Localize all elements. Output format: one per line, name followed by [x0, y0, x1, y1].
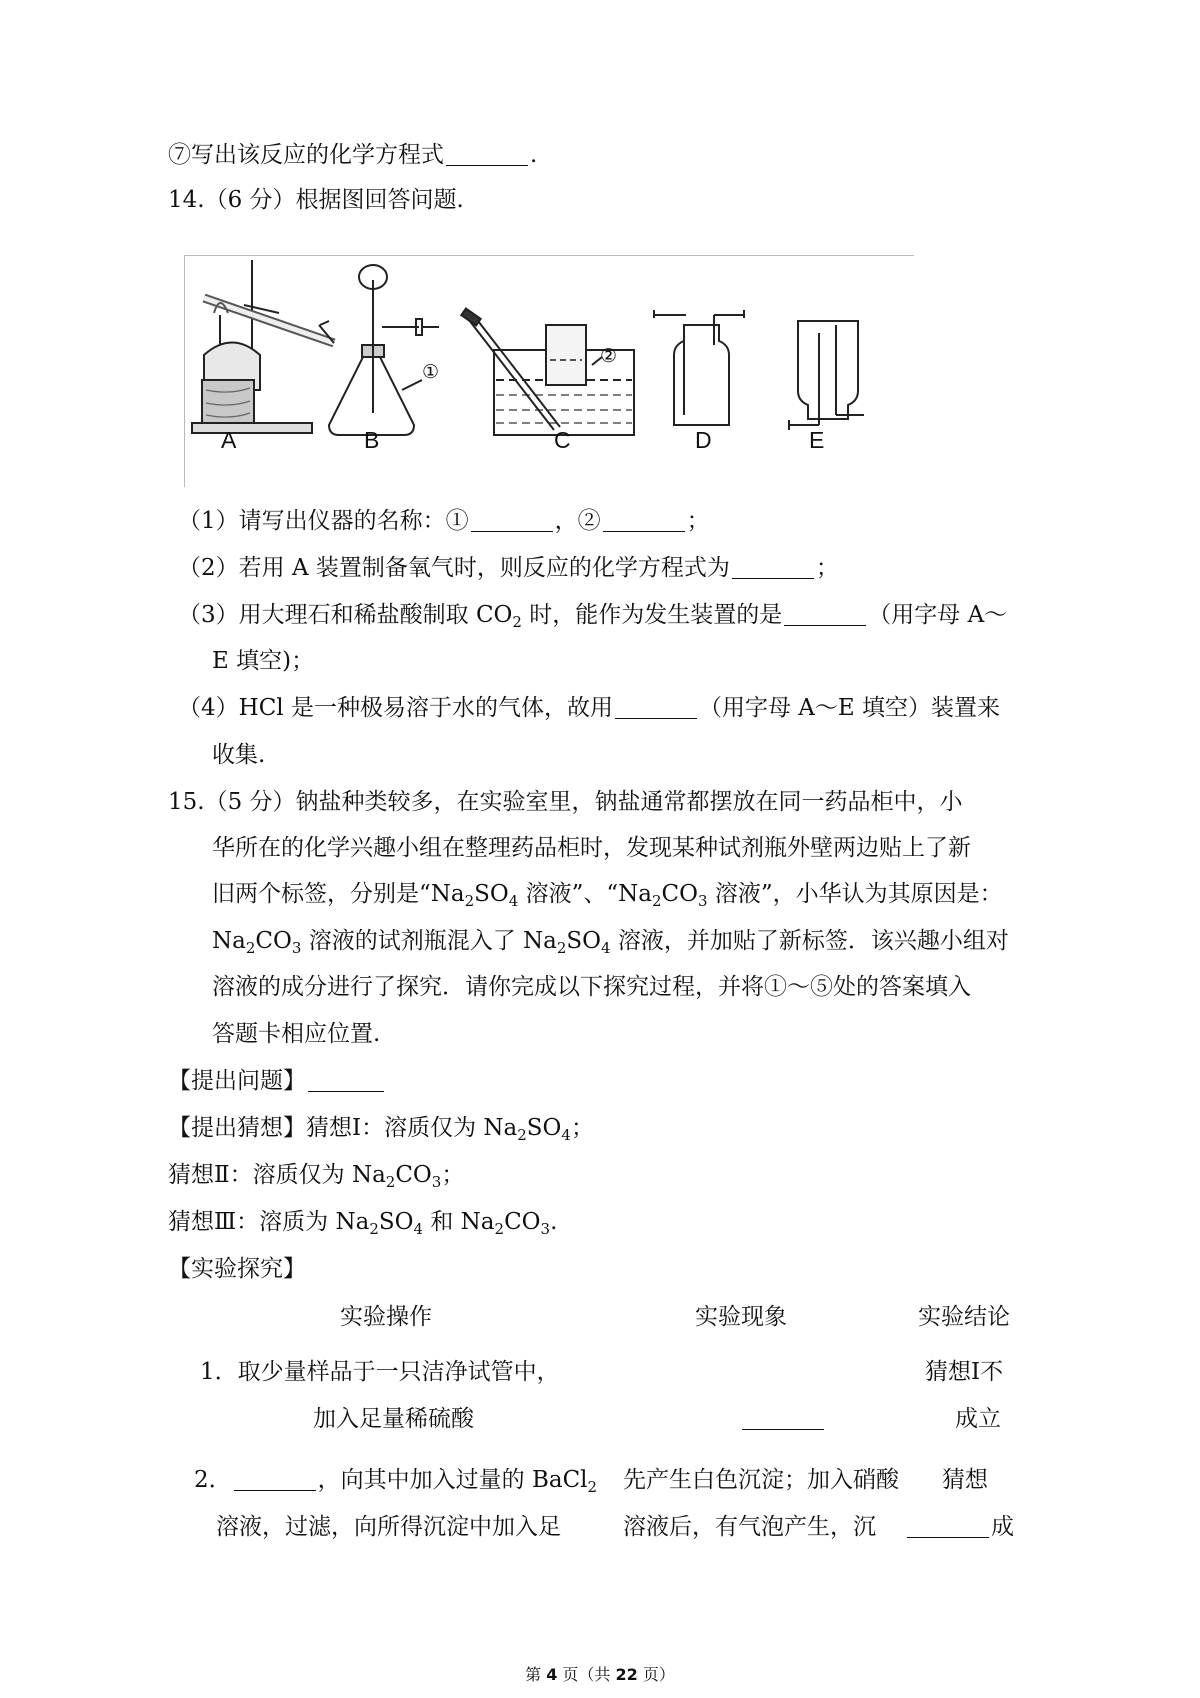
callout-1: ①: [422, 361, 440, 383]
answer-blank[interactable]: [308, 1069, 384, 1092]
q15-line-1: 15.（5 分）钠盐种类较多，在实验室里，钠盐通常都摆放在同一药品柜中，小: [168, 789, 963, 815]
figure-label-e: E: [809, 427, 825, 453]
q15-line-4: $Na_2CO_3$ 溶液的试剂瓶混入了 $Na_2SO_4$ 溶液，并加贴了新标签．该兴趣小组对: [212, 928, 1009, 957]
row1-conclusion-line2: 成立: [955, 1406, 1001, 1432]
row2-conclusion-line1: 猜想: [942, 1467, 988, 1493]
q15-line-6: 答题卡相应位置.: [212, 1021, 381, 1047]
table-header-operation: 实验操作: [340, 1304, 432, 1330]
answer-blank[interactable]: [742, 1407, 824, 1430]
answer-blank[interactable]: [446, 143, 528, 166]
row1-conclusion-line1: 猜想Ⅰ不: [925, 1359, 1004, 1385]
q15-line-3: 旧两个标签，分别是“$Na_2SO_4$ 溶液”、“$Na_2CO_3$ 溶液”，小华认为其原因是：: [212, 881, 1003, 910]
ask-question: 【提出问题】: [168, 1066, 386, 1096]
page-total: 22: [615, 1665, 638, 1684]
table-header-conclusion: 实验结论: [918, 1304, 1010, 1330]
q14-part-3: （3）用大理石和稀盐酸制取 $CO_2$ 时，能作为发生装置的是 （用字母 A～: [178, 602, 1008, 631]
row2-phenomenon-line1: 先产生白色沉淀；加入硝酸: [623, 1467, 899, 1493]
apparatus-a: [192, 260, 334, 433]
guess-2: 猜想Ⅱ：溶质仅为 $Na_2CO_3$；: [168, 1162, 465, 1191]
callout-2: ②: [600, 345, 618, 367]
question-line-7: ⑦写出该反应的化学方程式 .: [168, 142, 538, 168]
apparatus-d: [654, 310, 744, 425]
answer-blank[interactable]: [471, 509, 553, 532]
row2-phenomenon-line2: 溶液后，有气泡产生，沉: [623, 1514, 876, 1540]
q14-part-2: （2）若用 A 装置制备氧气时，则反应的化学方程式为 ；: [178, 555, 839, 581]
answer-blank[interactable]: [732, 556, 814, 579]
apparatus-e: [789, 321, 864, 430]
figure-label-d: D: [695, 427, 712, 453]
page-footer: 第 4 页（共 22 页）: [525, 1665, 675, 1684]
q14-header: 14.（6 分）根据图回答问题.: [168, 187, 464, 213]
answer-blank[interactable]: [784, 603, 866, 626]
row2-operation-line2: 溶液，过滤，向所得沉淀中加入足: [216, 1514, 561, 1540]
answer-blank[interactable]: [615, 696, 697, 719]
guess-1: 【提出猜想】猜想Ⅰ：溶质仅为 $Na_2SO_4$；: [168, 1115, 594, 1144]
table-header-phenomenon: 实验现象: [695, 1304, 787, 1330]
row2-operation-line1: 2． ，向其中加入过量的 BaCl$_2$: [194, 1467, 598, 1496]
apparatus-drawing: [184, 255, 914, 487]
figure-label-c: C: [554, 427, 571, 453]
answer-blank[interactable]: [907, 1515, 989, 1538]
answer-blank[interactable]: [603, 509, 685, 532]
page-number: 4: [546, 1665, 558, 1684]
q14-part-3-cont: E 填空)；: [212, 648, 315, 674]
row1-phenomenon: [740, 1404, 826, 1434]
apparatus-b: [329, 265, 439, 435]
apparatus-c: [461, 309, 634, 435]
q14-part-1: （1）请写出仪器的名称：① ，② ；: [178, 508, 710, 534]
q15-line-5: 溶液的成分进行了探究．请你完成以下探究过程，并将①～⑤处的答案填入: [212, 974, 971, 1000]
explore-heading: 【实验探究】: [168, 1256, 306, 1282]
q15-line-2: 华所在的化学兴趣小组在整理药品柜时，发现某种试剂瓶外壁两边贴上了新: [212, 835, 971, 861]
answer-blank[interactable]: [234, 1468, 316, 1491]
q14-part-4: （4）HCl 是一种极易溶于水的气体，故用 （用字母 A～E 填空）装置来: [178, 695, 1000, 721]
apparatus-figure: [184, 255, 914, 487]
guess-3: 猜想Ⅲ：溶质为 $Na_2SO_4$ 和 $Na_2CO_3$.: [168, 1209, 558, 1238]
q14-part-4-cont: 收集.: [212, 742, 266, 768]
row2-conclusion-line2: 成: [905, 1512, 1014, 1542]
row1-operation-line1: 1．取少量样品于一只洁净试管中，: [200, 1359, 560, 1385]
figure-label-a: A: [221, 427, 237, 453]
row1-operation-line2: 加入足量稀硫酸: [313, 1406, 474, 1432]
figure-label-b: B: [364, 427, 380, 453]
